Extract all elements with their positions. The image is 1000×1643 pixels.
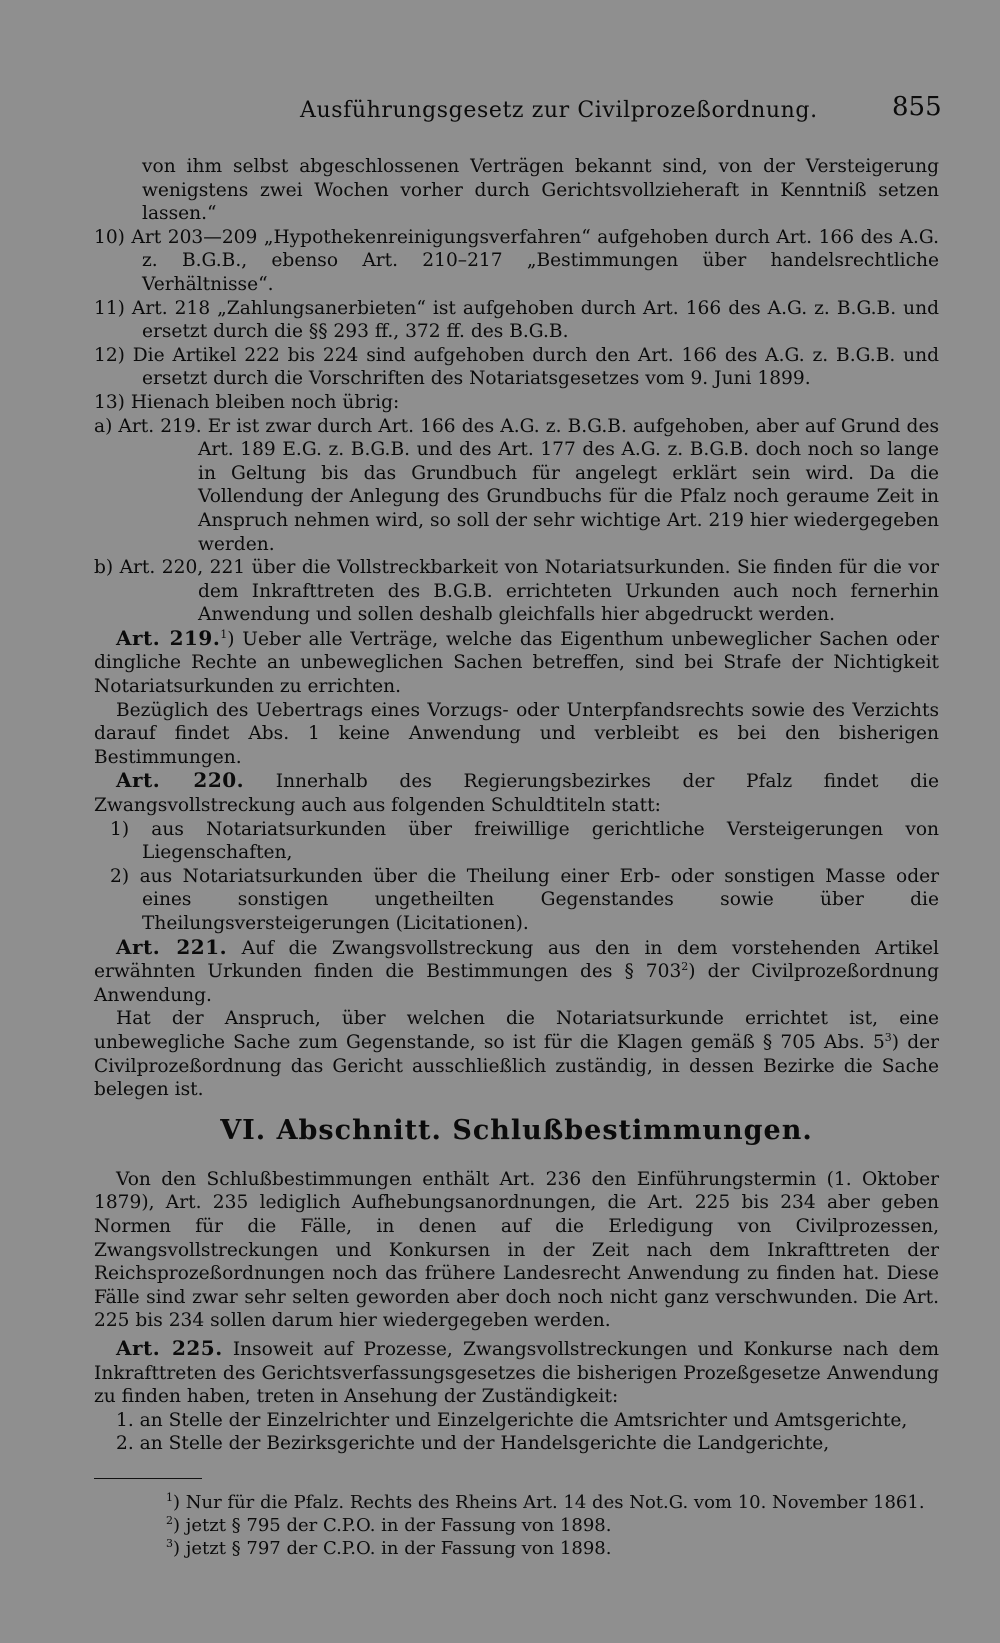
article-220 [94,769,939,817]
article-225-label: Art. 225. [116,1335,223,1360]
page-number: 855 [892,92,942,122]
article-220-text: Innerhalb des Regierungsbezirkes der Pfalz findet die Zwangsvollstreckung auch aus folgenden Schuldtiteln statt: [94,771,939,817]
article-221-text-b: ) der Civilprozeßordnung Anwendung. [94,961,939,1006]
article-220-label: Art. 220. [116,768,245,793]
footnote-2-mark: 2 [166,1513,173,1527]
article-225-text: Insoweit auf Prozesse, Zwangsvollstreckungen und Konkurse nach dem Inkrafttreten des Gerichtsverfassungsgesetzes die bisherigen Prozeßgesetze Anwendung zu finden haben, treten in Ansehung der Zuständigkeit: [94,1338,939,1408]
article-225-item-1: 1. an Stelle der Einzelrichter und Einzelgerichte die Amtsrichter und Amtsgerichte, [116,1409,908,1431]
article-219-label: Art. 219. [116,625,221,650]
article-221-text-a: Auf die Zwangsvollstreckung aus den in dem vorstehenden Artikel erwähnten Urkunden finden die Bestimmungen des § 703 [94,937,939,983]
note-13-b: b) Art. 220, 221 über die Vollstreckbarkeit von Notariatsurkunden. Sie finden für die vor dem Inkrafttreten des B.G.B. errichteten Urkunden auch noch fernerhin Anwendung und sollen deshalb gleichfalls hier abgedruckt werden. [94,557,939,626]
page-body [94,155,939,1560]
footnote-ref-2: 2 [681,960,689,974]
footnote-3 [94,1537,939,1560]
footnote-ref-3: 3 [884,1030,892,1044]
footnote-1 [94,1491,939,1514]
footnote-1-mark: 1 [166,1490,173,1504]
article-225 [94,1337,939,1409]
article-219-paragraph-2: Bezüglich des Uebertrags eines Vorzugs- oder Unterpfandsrechts sowie des Verzichts darauf findet Abs. 1 keine Anwendung und verbleibt es bei den bisherigen Bestimmungen. [94,699,939,768]
section-heading: VI. Abschnitt. Schlußbestimmungen. [220,1114,813,1146]
footnote-3-text: ) jetzt § 797 der C.P.O. in der Fassung von 1898. [173,1537,612,1559]
footnote-3-mark: 3 [166,1536,173,1550]
article-220-item-1: 1) aus Notariatsurkunden über freiwillige gerichtliche Versteigerungen von Liegenschaften, [110,818,939,864]
note-continuation: von ihm selbst abgeschlossenen Verträgen bekannt sind, von der Versteigerung wenigstens zwei Wochen vorher durch Gerichtsvollzieheraft in Kenntniß setzen lassen.“ [142,156,939,225]
note-11: 11) Art. 218 „Zahlungsanerbieten“ ist aufgehoben durch Art. 166 des A.G. z. B.G.B. und ersetzt durch die §§ 293 ff., 372 ff. des B.G.B. [94,297,939,343]
article-219 [94,627,939,699]
note-13-a: a) Art. 219. Er ist zwar durch Art. 166 des A.G. z. B.G.B. aufgehoben, aber auf Grund des Art. 189 E.G. z. B.G.B. und des Art. 177 des A.G. z. B.G.B. doch noch so lange in Geltung bis das Grundbuch für angelegt erklärt sein wird. Da die Vollendung der Anlegung des Grundbuchs für die Pfalz noch geraume Zeit in Anspruch nehmen wird, so soll der sehr wichtige Art. 219 hier wiedergegeben werden. [94,415,939,555]
note-10: 10) Art 203—209 „Hypothekenreinigungsverfahren“ aufgehoben durch Art. 166 des A.G. z. B.G.B., ebenso Art. 210–217 „Bestimmungen über handelsrechtliche Verhältnisse“. [94,226,939,295]
article-221-p2-a: Hat der Anspruch, über welchen die Notariatsurkunde errichtet ist, eine unbewegliche Sache zum Gegenstande, so ist für die Klagen gemäß § 705 Abs. 5 [94,1008,939,1053]
running-title: Ausführungsgesetz zur Civilprozeßordnung. [300,98,818,123]
note-13: 13) Hienach bleiben noch übrig: [94,391,400,413]
article-221-p2-b: ) der Civilprozeßordnung das Gericht ausschließlich zuständig, in dessen Bezirke die Sache belegen ist. [94,1031,940,1101]
note-12: 12) Die Artikel 222 bis 224 sind aufgehoben durch den Art. 166 des A.G. z. B.G.B. und ersetzt durch die Vorschriften des Notariatsgesetzes vom 9. Juni 1899. [94,344,939,390]
footnote-divider [94,1478,202,1479]
page-header [0,92,1000,132]
footnote-1-text: ) Nur für die Pfalz. Rechts des Rheins Art. 14 des Not.G. vom 10. November 1861. [173,1491,925,1513]
footnote-2 [94,1514,939,1537]
article-225-item-2: 2. an Stelle der Bezirksgerichte und der Handelsgerichte die Landgerichte, [116,1433,830,1455]
footnotes [94,1491,939,1560]
article-221-label: Art. 221. [116,934,228,959]
article-221 [94,936,939,1008]
article-220-item-2: 2) aus Notariatsurkunden über die Theilung einer Erb- oder sonstigen Masse oder eines sonstigen ungetheilten Gegenstandes sowie über die Theilungsversteigerungen (Licitationen). [110,865,939,934]
article-221-paragraph-2 [94,1007,939,1101]
article-219-text: ) Ueber alle Verträge, welche das Eigenthum unbeweglicher Sachen oder dingliche Rechte an unbeweglichen Sachen betreffen, sind bei Strafe der Nichtigkeit Notariatsurkunden zu errichten. [94,628,939,698]
footnote-2-text: ) jetzt § 795 der C.P.O. in der Fassung von 1898. [173,1514,612,1536]
footnote-ref-1: 1 [220,627,228,641]
section-intro: Von den Schlußbestimmungen enthält Art. 236 den Einführungstermin (1. Oktober 1879), Art. 235 lediglich Aufhebungsanordnungen, die Art. 225 bis 234 aber geben Normen für die Fälle, in denen auf die Erledigung von Civilprozessen, Zwangsvollstreckungen und Konkursen in der Zeit nach dem Inkrafttreten der Reichsprozeßordnungen noch das frühere Landesrecht Anwendung zu finden hat. Diese Fälle sind zwar sehr selten geworden aber doch noch nicht ganz verschwunden. Die Art. 225 bis 234 sollen darum hier wiedergegeben werden. [94,1168,939,1332]
